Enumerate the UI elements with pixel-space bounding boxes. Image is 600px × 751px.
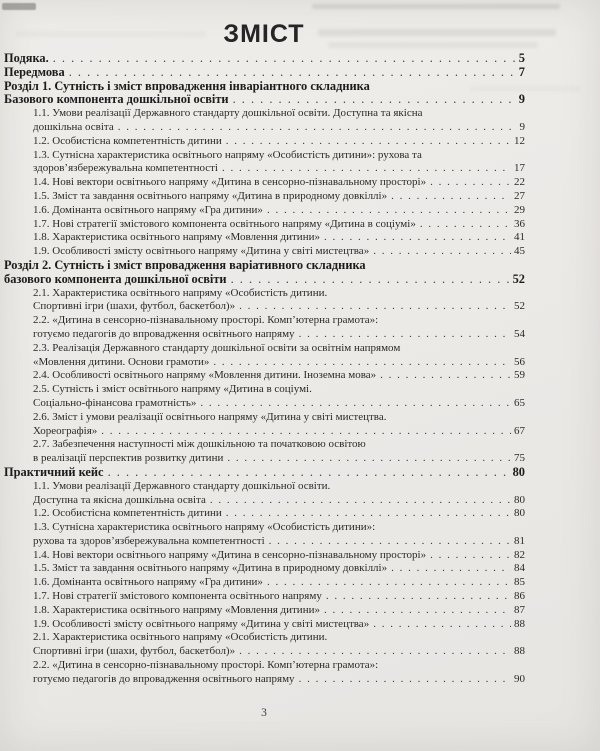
toc-page-number: 80 (514, 493, 525, 506)
toc-line (33, 631, 525, 645)
toc-line-text: «Мовлення дитини. Основи грамоти» (33, 355, 210, 368)
toc-line-text: 1.5. Зміст та завдання освітнього напряму «Дитина в природному довкіллі» (33, 562, 388, 575)
toc-page-number: 54 (514, 327, 525, 340)
dot-leader (213, 356, 511, 370)
toc-line (4, 273, 525, 287)
toc-page-number: 9 (519, 120, 525, 133)
toc-line (33, 328, 525, 342)
toc-entry (4, 135, 525, 149)
toc-line (33, 645, 525, 659)
toc-page-number: 67 (514, 424, 525, 437)
toc-line-text: готуємо педагогів до впровадження освітнього напряму (33, 672, 295, 685)
toc-line (33, 494, 525, 508)
toc-page-number: 17 (514, 162, 525, 175)
toc-line (4, 259, 525, 273)
toc-line-text: Подяка. (4, 51, 49, 65)
toc-entry (4, 287, 525, 315)
toc-line (33, 300, 525, 314)
toc-line (33, 204, 525, 218)
toc-line (33, 149, 525, 163)
dot-leader (267, 576, 511, 590)
toc-entry (4, 259, 525, 287)
toc-entry (4, 631, 525, 659)
toc-line (33, 218, 525, 232)
dot-leader (373, 245, 511, 259)
toc-line-text: дошкільна освіта (33, 120, 114, 133)
toc-line-text: Базового компонента дошкільної освіти (4, 92, 229, 107)
toc-line (33, 604, 525, 618)
dot-leader (380, 369, 511, 383)
dot-leader (226, 507, 511, 521)
toc-entry (4, 231, 525, 245)
dot-leader (269, 535, 511, 549)
dot-leader (324, 604, 511, 618)
toc-line (33, 659, 525, 673)
bleed-through-artifact (2, 3, 36, 10)
toc-line-text: 1.1. Умови реалізації Державного стандарту дошкільної освіти. Доступна та якісна (33, 107, 423, 120)
toc-line-text: 1.5. Зміст та завдання освітнього напряму «Дитина в природному довкіллі» (33, 189, 388, 202)
toc-line-text: 1.7. Нові стратегії змістового компонента освітнього напряму (33, 590, 322, 603)
toc-line-text: 1.8. Характеристика освітнього напряму «Мовлення дитини» (33, 231, 320, 244)
toc-page-number: 7 (518, 64, 525, 79)
toc-entry (4, 245, 525, 259)
table-of-contents (4, 52, 525, 687)
toc-line (33, 521, 525, 535)
toc-entry (4, 576, 525, 590)
toc-line (33, 576, 525, 590)
toc-page-number: 41 (514, 231, 525, 244)
toc-entry (4, 590, 525, 604)
dot-leader (391, 190, 511, 204)
toc-line-text: Розділ 1. Сутність і зміст впровадження інваріантного складника (4, 78, 370, 93)
toc-page-number: 88 (514, 645, 525, 658)
toc-line-text: 1.7. Нові стратегії змістового компонента освітнього напряму «Дитина в соціумі» (33, 217, 416, 230)
dot-leader (420, 218, 511, 232)
toc-entry (4, 314, 525, 342)
toc-line (4, 80, 525, 94)
toc-line-text: 2.3. Реалізація Державного стандарту дошкільної освіти за освітнім напрямом (33, 341, 401, 354)
toc-line-text: 2.1. Характеристика освітнього напряму «Особистість дитини. (33, 286, 328, 299)
toc-page-number: 36 (514, 217, 525, 230)
toc-page-number: 9 (518, 92, 525, 107)
toc-line (33, 411, 525, 425)
toc-line-text: 2.6. Зміст і умови реалізації освітнього напряму «Дитина у світі мистецтва. (33, 410, 387, 423)
toc-line (33, 507, 525, 521)
toc-line (4, 52, 525, 66)
toc-line-text: 2.2. «Дитина в сенсорно-пізнавальному просторі. Комп’ютерна грамота»: (33, 659, 379, 672)
toc-line-text: готуємо педагогів до впровадження освітнього напряму (33, 327, 295, 340)
dot-leader (239, 300, 511, 314)
toc-page-number: 81 (514, 534, 525, 547)
toc-line (33, 397, 525, 411)
toc-page-number: 59 (514, 369, 525, 382)
toc-line-text: 1.8. Характеристика освітнього напряму «Мовлення дитини» (33, 603, 320, 616)
toc-page-number: 82 (514, 548, 525, 561)
toc-line-text: 2.1. Характеристика освітнього напряму «Особистість дитини. (33, 631, 328, 644)
dot-leader (69, 66, 516, 80)
toc-line-text: здоров’язбережувальна компетентності (33, 162, 218, 175)
toc-line-text: 1.2. Особистісна компетентність дитини (33, 134, 222, 147)
dot-leader (267, 204, 511, 218)
toc-line-text: рухова та здоров’язбережувальна компетентності (33, 534, 265, 547)
toc-entry (4, 66, 525, 80)
toc-line (33, 245, 525, 259)
toc-entry (4, 618, 525, 632)
toc-page-number: 29 (514, 203, 525, 216)
dot-leader (373, 618, 511, 632)
toc-page-number: 65 (514, 396, 525, 409)
toc-page-number: 80 (514, 507, 525, 520)
toc-entry (4, 176, 525, 190)
toc-entry (4, 369, 525, 383)
toc-entry (4, 218, 525, 232)
dot-leader (227, 452, 511, 466)
toc-line (33, 618, 525, 632)
toc-entry (4, 604, 525, 618)
toc-entry (4, 562, 525, 576)
toc-line-text: 1.4. Нові вектори освітнього напряму «Дитина в сенсорно-пізнавальному просторі» (33, 176, 427, 189)
toc-entry (4, 342, 525, 370)
dot-leader (231, 273, 510, 287)
toc-line-text: Соціально-фінансова грамотність» (33, 396, 197, 409)
dot-leader (101, 425, 511, 439)
dot-leader (239, 645, 511, 659)
toc-line-text: 1.9. Особливості змісту освітнього напряму «Дитина у світі мистецтва» (33, 617, 370, 630)
dot-leader (53, 52, 516, 66)
dot-leader (222, 162, 511, 176)
toc-page-number: 52 (514, 300, 525, 313)
toc-page-number: 87 (514, 603, 525, 616)
toc-entry (4, 149, 525, 177)
dot-leader (391, 562, 511, 576)
toc-line (33, 107, 525, 121)
toc-line-text: 1.9. Особливості змісту освітнього напряму «Дитина у світі мистецтва» (33, 245, 370, 258)
toc-page-number: 90 (514, 672, 525, 685)
toc-entry (4, 52, 525, 66)
toc-line (4, 466, 525, 480)
toc-entry (4, 466, 525, 480)
toc-page-number: 45 (514, 245, 525, 258)
toc-line (33, 162, 525, 176)
toc-line-text: Практичний кейс (4, 464, 104, 479)
toc-line (33, 135, 525, 149)
toc-line (33, 287, 525, 301)
toc-line (33, 176, 525, 190)
toc-line-text: 2.2. «Дитина в сенсорно-пізнавальному просторі. Комп’ютерна грамота»: (33, 314, 379, 327)
toc-page-number: 27 (514, 189, 525, 202)
toc-page-number: 88 (514, 617, 525, 630)
page-title: ЗМІСТ (223, 20, 305, 48)
toc-page-number: 5 (518, 51, 525, 65)
toc-line (4, 66, 525, 80)
toc-line (33, 383, 525, 397)
toc-entry (4, 411, 525, 439)
dot-leader (233, 93, 516, 107)
toc-line (33, 190, 525, 204)
toc-line (4, 93, 525, 107)
toc-entry (4, 383, 525, 411)
toc-line (33, 452, 525, 466)
toc-line-text: 2.4. Особливості освітнього напряму «Мовлення дитини. Іноземна мова» (33, 369, 377, 382)
toc-line-text: 1.2. Особистісна компетентність дитини (33, 507, 222, 520)
dot-leader (299, 328, 511, 342)
toc-entry (4, 480, 525, 508)
toc-page-number: 12 (514, 134, 525, 147)
dot-leader (324, 231, 511, 245)
toc-line (33, 438, 525, 452)
toc-line (33, 369, 525, 383)
toc-line (33, 314, 525, 328)
toc-line-text: в реалізації перспектив розвитку дитини (33, 452, 224, 465)
toc-entry (4, 659, 525, 687)
toc-line (33, 549, 525, 563)
toc-entry (4, 80, 525, 108)
toc-page-number: 86 (514, 590, 525, 603)
toc-line (33, 673, 525, 687)
dot-leader (108, 466, 510, 480)
toc-line (33, 231, 525, 245)
toc-entry (4, 507, 525, 521)
toc-line-text: 2.5. Сутність і зміст освітнього напряму «Дитина в соціумі. (33, 383, 312, 396)
toc-line-text: Спортивні ігри (шахи, футбол, баскетбол)» (33, 645, 236, 658)
page-number: 3 (261, 707, 267, 719)
dot-leader (118, 121, 517, 135)
toc-line-text: 1.6. Домінанта освітнього напряму «Гра дитини» (33, 203, 263, 216)
toc-line-text: Спортивні ігри (шахи, футбол, баскетбол)» (33, 300, 236, 313)
toc-entry (4, 438, 525, 466)
toc-line-text: 1.1. Умови реалізації Державного стандарту дошкільної освіти. (33, 479, 331, 492)
toc-entry (4, 107, 525, 135)
dot-leader (430, 176, 511, 190)
toc-line (33, 590, 525, 604)
toc-line-text: 1.3. Сутнісна характеристика освітнього напряму «Особистість дитини»: (33, 521, 376, 534)
dot-leader (326, 590, 511, 604)
toc-line (33, 480, 525, 494)
toc-line-text: Хореографія» (33, 424, 98, 437)
toc-line-text: Передмова (4, 64, 65, 79)
toc-entry (4, 204, 525, 218)
dot-leader (430, 549, 511, 563)
toc-line (33, 342, 525, 356)
toc-entry (4, 190, 525, 204)
toc-line-text: базового компонента дошкільної освіти (4, 271, 227, 286)
toc-page-number: 56 (514, 355, 525, 368)
toc-entry (4, 521, 525, 549)
toc-line (33, 562, 525, 576)
toc-entry (4, 549, 525, 563)
toc-page-number: 80 (512, 464, 525, 479)
toc-line-text: 1.3. Сутнісна характеристика освітнього напряму «Особистість дитини»: рухова та (33, 148, 422, 161)
toc-line-text: 1.6. Домінанта освітнього напряму «Гра дитини» (33, 576, 263, 589)
dot-leader (210, 494, 511, 508)
bleed-through-artifact (312, 4, 560, 9)
toc-line-text: Розділ 2. Сутність і зміст впровадження варіативного складника (4, 257, 366, 272)
toc-line (33, 535, 525, 549)
dot-leader (226, 135, 511, 149)
toc-line-text: 2.7. Забезпечення наступності між дошкільною та початковою освітою (33, 438, 366, 451)
dot-leader (299, 673, 511, 687)
toc-line (33, 121, 525, 135)
toc-line-text: 1.4. Нові вектори освітнього напряму «Дитина в сенсорно-пізнавальному просторі» (33, 548, 427, 561)
toc-line-text: Доступна та якісна дошкільна освіта (33, 493, 206, 506)
toc-page-number: 52 (512, 271, 525, 286)
dot-leader (200, 397, 511, 411)
toc-line (33, 356, 525, 370)
toc-page-number: 84 (514, 562, 525, 575)
toc-page-number: 85 (514, 576, 525, 589)
toc-page-number: 75 (514, 452, 525, 465)
toc-line (33, 425, 525, 439)
toc-page-number: 22 (514, 176, 525, 189)
